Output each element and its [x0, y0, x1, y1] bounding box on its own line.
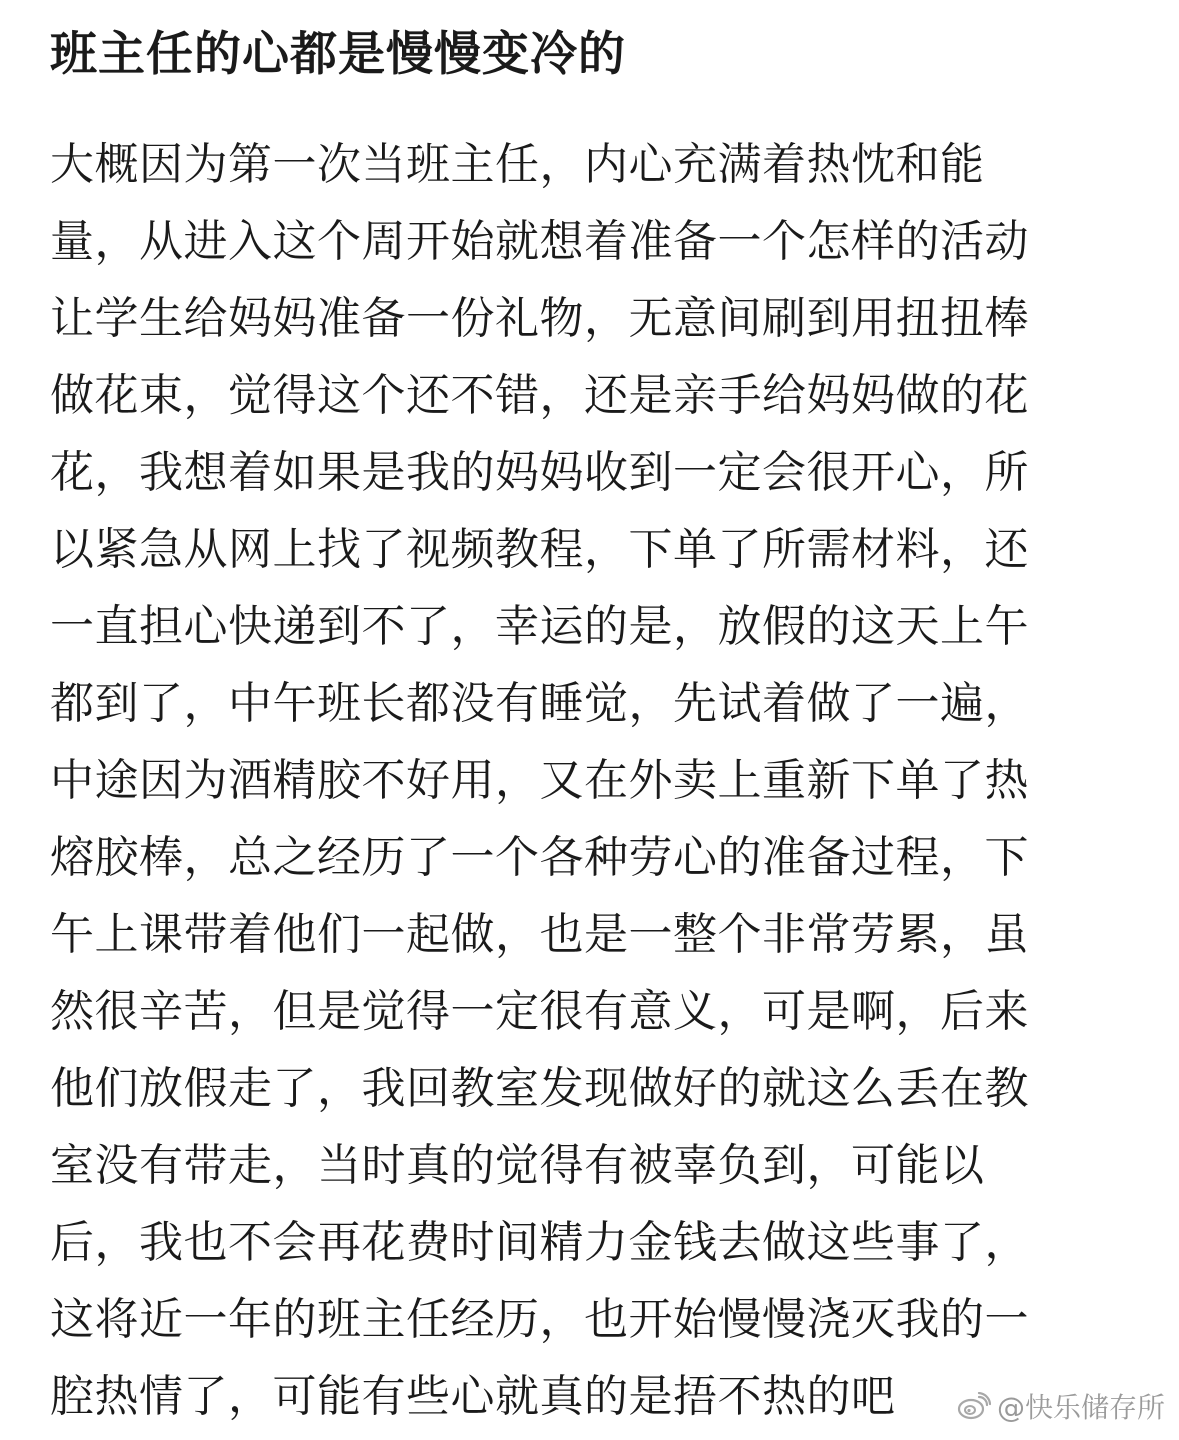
post-body-line: 以紧急从网上找了视频教程，下单了所需材料，还	[50, 524, 1029, 575]
weibo-logo-icon	[957, 1392, 991, 1420]
post-body-line: 做花束，觉得这个还不错，还是亲手给妈妈做的花	[50, 370, 1029, 421]
post-body-line: 后，我也不会再花费时间精力金钱去做这些事了，	[50, 1217, 1029, 1268]
post-body-line: 一直担心快递到不了，幸运的是，放假的这天上午	[50, 601, 1029, 652]
post-body-line: 室没有带走，当时真的觉得有被辜负到，可能以	[50, 1140, 985, 1191]
post	[50, 22, 1130, 1435]
post-body-line: 量，从进入这个周开始就想着准备一个怎样的活动	[50, 216, 1029, 267]
post-body-line: 腔热情了，可能有些心就真的是捂不热的吧	[50, 1371, 896, 1422]
post-body-line: 都到了，中午班长都没有睡觉，先试着做了一遍，	[50, 678, 1029, 729]
post-body-line: 让学生给妈妈准备一份礼物，无意间刷到用扭扭棒	[50, 293, 1029, 344]
watermark	[957, 1386, 1165, 1426]
watermark-text: @快乐储存所	[996, 1391, 1165, 1424]
post-body-line: 花，我想着如果是我的妈妈收到一定会很开心，所	[50, 447, 1029, 498]
post-body-line: 大概因为第一次当班主任，内心充满着热忱和能	[50, 139, 985, 190]
post-body-line: 午上课带着他们一起做，也是一整个非常劳累，虽	[50, 909, 1029, 960]
post-body-line: 中途因为酒精胶不好用，又在外卖上重新下单了热	[50, 755, 1029, 806]
post-body-line: 然很辛苦，但是觉得一定很有意义，可是啊，后来	[50, 986, 1029, 1037]
post-body	[50, 126, 1130, 1435]
post-body-line: 他们放假走了，我回教室发现做好的就这么丢在教	[50, 1063, 1029, 1114]
post-body-line: 这将近一年的班主任经历，也开始慢慢浇灭我的一	[50, 1294, 1029, 1345]
post-title: 班主任的心都是慢慢变冷的	[50, 27, 626, 82]
post-body-line: 熔胶棒，总之经历了一个各种劳心的准备过程，下	[50, 832, 1029, 883]
